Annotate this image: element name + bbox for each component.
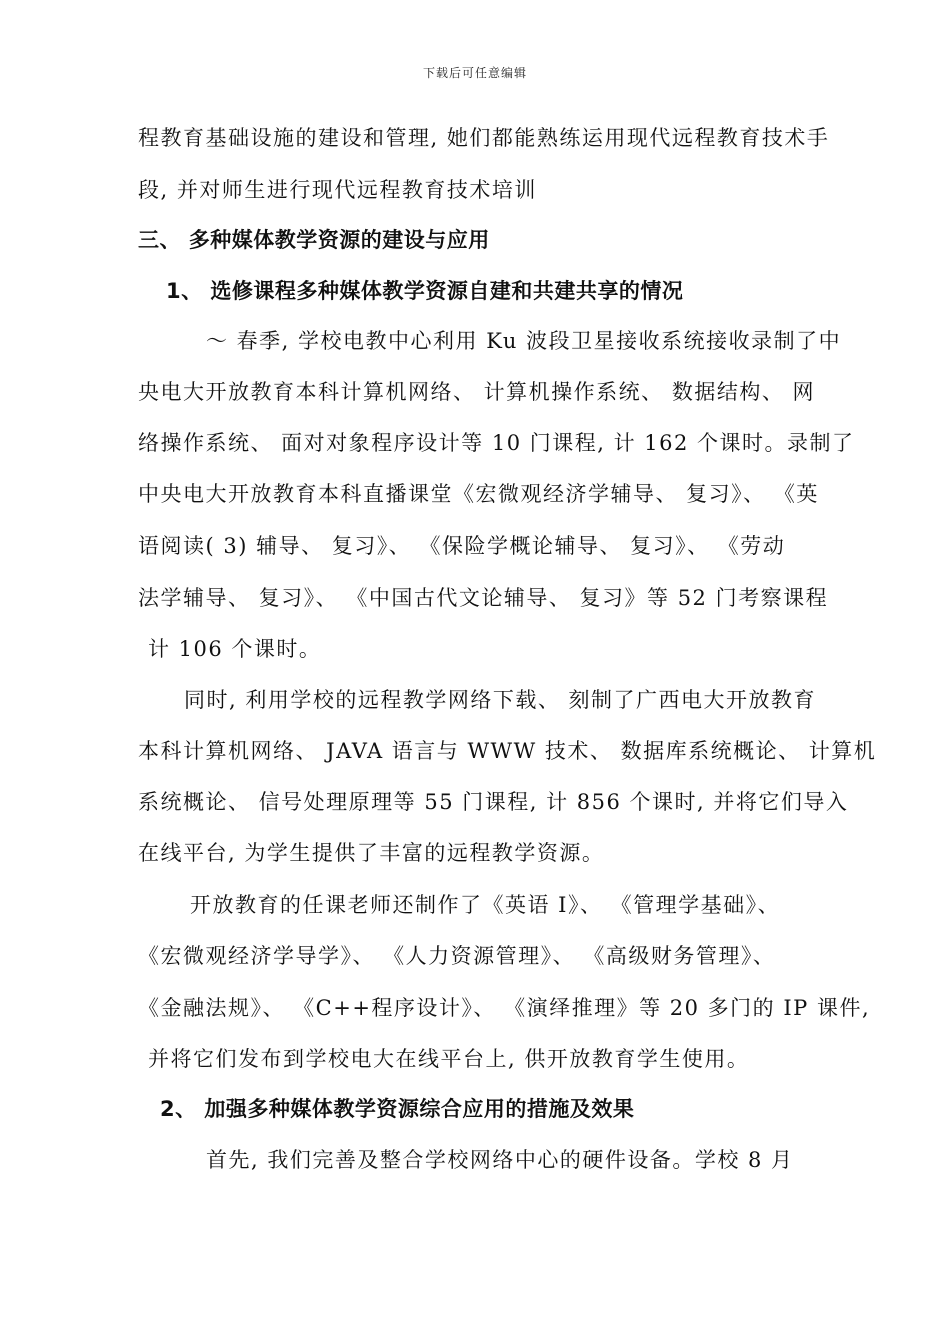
subsection-heading: 2、 加强多种媒体教学资源综合应用的措施及效果: [160, 1097, 635, 1121]
paragraph-line: 央电大开放教育本科计算机网络、 计算机操作系统、 数据结构、 网: [138, 380, 816, 404]
paragraph-line: ～ 春季, 学校电教中心利用 Ku 波段卫星接收系统接收录制了中: [206, 329, 842, 353]
section-heading: 三、 多种媒体教学资源的建设与应用: [138, 228, 490, 252]
paragraph-line: 同时, 利用学校的远程教学网络下载、 刻制了广西电大开放教育: [184, 688, 817, 712]
paragraph-line: 并将它们发布到学校电大在线平台上, 供开放教育学生使用。: [148, 1047, 750, 1071]
subsection-heading: 1、 选修课程多种媒体教学资源自建和共建共享的情况: [166, 279, 684, 303]
paragraph-line: 本科计算机网络、 JAVA 语言与 WWW 技术、 数据库系统概论、 计算机: [138, 739, 877, 763]
paragraph-line: 首先, 我们完善及整合学校网络中心的硬件设备。学校 8 月: [206, 1148, 794, 1172]
paragraph-line: 中央电大开放教育本科直播课堂《宏微观经济学辅导、 复习》、 《英: [138, 482, 819, 506]
paragraph-line: 络操作系统、 面对对象程序设计等 10 门课程, 计 162 个课时。录制了: [138, 431, 855, 455]
page-header: 下载后可任意编辑: [422, 66, 527, 80]
paragraph-line: 系统概论、 信号处理原理等 55 门课程, 计 856 个课时, 并将它们导入: [138, 790, 849, 814]
paragraph-line: 在线平台, 为学生提供了丰富的远程教学资源。: [138, 841, 605, 865]
paragraph-line: 《宏微观经济学导学》、 《人力资源管理》、 《高级财务管理》、: [138, 944, 776, 968]
paragraph-line: 语阅读( 3) 辅导、 复习》、 《保险学概论辅导、 复习》、 《劳动: [138, 534, 786, 558]
paragraph-line: 段, 并对师生进行现代远程教育技术培训: [138, 178, 537, 202]
paragraph-line: 《金融法规》、 《C++程序设计》、 《演绎推理》等 20 多门的 IP 课件,: [138, 996, 871, 1020]
paragraph-line: 法学辅导、 复习》、 《中国古代文论辅导、 复习》等 52 门考察课程: [138, 586, 829, 610]
paragraph-line: 开放教育的任课老师还制作了《英语 I》、 《管理学基础》、: [190, 893, 781, 917]
paragraph-line: 计 106 个课时。: [148, 637, 322, 661]
paragraph-line: 程教育基础设施的建设和管理, 她们都能熟练运用现代远程教育技术手: [138, 126, 830, 150]
